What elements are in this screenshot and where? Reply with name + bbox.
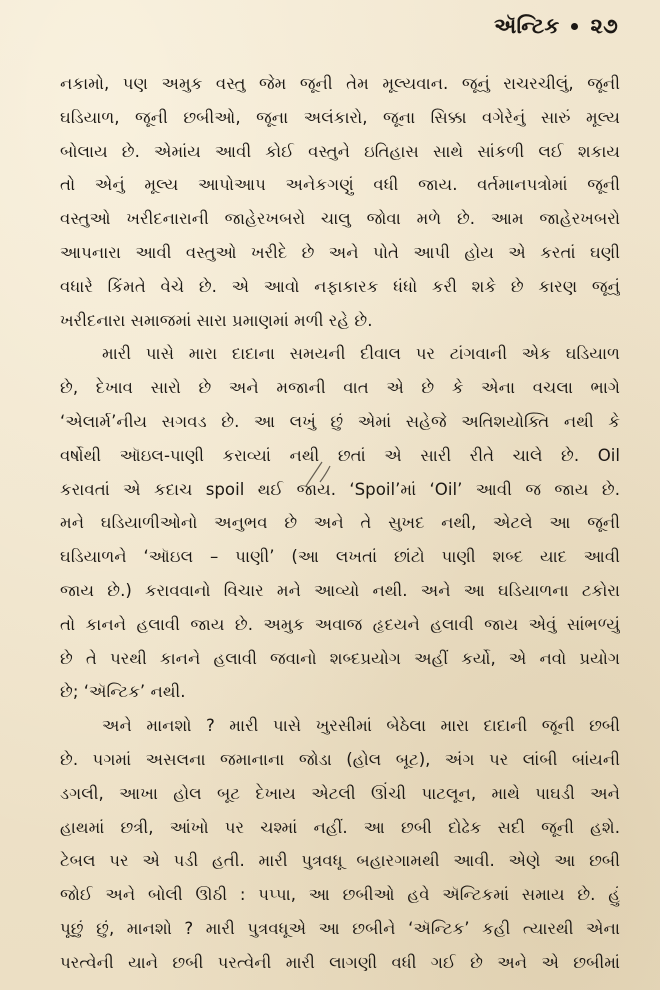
- text-line: ‘એલાર્મ’નીય સગવડ છે. આ લખું છું એમાં સહેજે અતિશયોક્તિ નથી કે: [60, 411, 620, 431]
- text-line: છે તે પરથી કાનને હલાવી જવાનો શબ્દપ્રયોગ અહીં કર્યો, એ નવો પ્રયોગ: [60, 648, 620, 668]
- text-line: મને ઘડિયાળીઓનો અનુભવ છે અને તે સુખદ નથી, એટલે આ જૂની: [60, 513, 620, 533]
- text-line: ઘડિયાળ, જૂની છબીઓ, જૂના અલંકારો, જૂના સિક્કા વગેરેનું સારું મૂલ્ય: [60, 107, 620, 127]
- text-line: નકામો, પણ અમુક વસ્તુ જેમ જૂની તેમ મૂલ્યવાન. જૂનું રાચરચીલું, જૂની: [60, 74, 620, 93]
- text-line: તો એનું મૂલ્ય આપોઆપ અનેકગણું વધી જાય. વર્તમાનપત્રોમાં જૂની: [60, 175, 620, 195]
- text-line: વર્ષોથી ઑઇલ-પાણી કરાવ્યાં નથી છતાં એ સારી રીતે ચાલે છે. Oil: [60, 445, 620, 465]
- text-line: હાથમાં છત્રી, આંખો પર ચશ્માં નહીં. આ છબી દોઢેક સદી જૂની હશે.: [60, 817, 620, 837]
- bullet-separator: [571, 23, 578, 30]
- running-title: ઍન્ટિક: [494, 14, 560, 38]
- text-line: જાય છે.) કરાવવાનો વિચાર મને આવ્યો નથી. અને આ ઘડિયાળના ટકોરા: [60, 580, 620, 600]
- page-number: ૨૭: [590, 14, 618, 38]
- text-line: છે; ‘ઍન્ટિક’ નથી.: [60, 682, 186, 702]
- text-line: છે. પગમાં અસલના જમાનાના જોડા (હોલ બૂટ), અંગ પર લાંબી બાંયની: [60, 749, 620, 769]
- text-line: તો કાનને હલાવી જાય છે. અમુક અવાજ હૃદયને હલાવી જાય એવું સાંભળ્યું: [60, 614, 620, 634]
- text-line: વધારે કિંમતે વેચે છે. એ આવો નફાકારક ધંધો કરી શકે છે કારણ જૂનું: [60, 276, 620, 296]
- text-line: મારી પાસે મારા દાદાના સમયની દીવાલ પર ટાંગવાની એક ઘડિયાળ: [102, 344, 620, 364]
- text-line: ટેબલ પર એ પડી હતી. મારી પુત્રવધૂ બહારગામથી આવી. એણે આ છબી: [60, 851, 620, 871]
- body-text: [60, 67, 620, 980]
- text-line: પૂછું છું, માનશો ? મારી પુત્રવધૂએ આ છબીને ‘ઍન્ટિક’ કહી ત્યારથી એના: [60, 918, 620, 938]
- text-line: વસ્તુઓ ખરીદનારાની જાહેરખબરો ચાલુ જોવા મળે છે. આમ જાહેરખબરો: [60, 209, 620, 229]
- text-line: જોઈ અને બોલી ઊઠી : પપ્પા, આ છબીઓ હવે ઍન્ટિકમાં સમાય છે. હું: [60, 885, 620, 905]
- text-line: આપનારા આવી વસ્તુઓ ખરીદે છે અને પોતે આપી હોય એ કરતાં ઘણી: [60, 242, 620, 262]
- text-line: કરાવતાં એ કદાચ spoil થઈ જાય. ‘Spoil’માં ‘Oil’ આવી જ જાય છે.: [60, 479, 620, 499]
- paragraph-3: [60, 709, 620, 979]
- text-line: ખરીદનારા સમાજમાં સારા પ્રમાણમાં મળી રહે છે.: [60, 310, 373, 330]
- text-line: ડગલી, આખા હોલ બૂટ દેખાય એટલી ઊંચી પાટલૂન, માથે પાઘડી અને: [60, 783, 620, 803]
- text-line: છે, દેખાવ સારો છે અને મજાની વાત એ છે કે એના વચલા ભાગે: [60, 378, 620, 398]
- text-line: પરત્વેની યાને છબી પરત્વેની મારી લાગણી વધી ગઈ છે અને એ છબીમાં: [60, 952, 620, 972]
- paragraph-1: [60, 67, 620, 337]
- paragraph-2: [60, 337, 620, 709]
- text-line: ઘડિયાળને ‘ઑઇલ – પાણી’ (આ લખતાં છાંટો પાણી શબ્દ યાદ આવી: [60, 547, 620, 567]
- running-header: [494, 14, 618, 39]
- text-line: અને માનશો ? મારી પાસે ખુરસીમાં બેઠેલા મારા દાદાની જૂની છબી: [102, 716, 620, 736]
- text-line: બોલાય છે. એમાંય આવી કોઈ વસ્તુને ઇતિહાસ સાથે સાંકળી લઈ શકાય: [60, 141, 620, 161]
